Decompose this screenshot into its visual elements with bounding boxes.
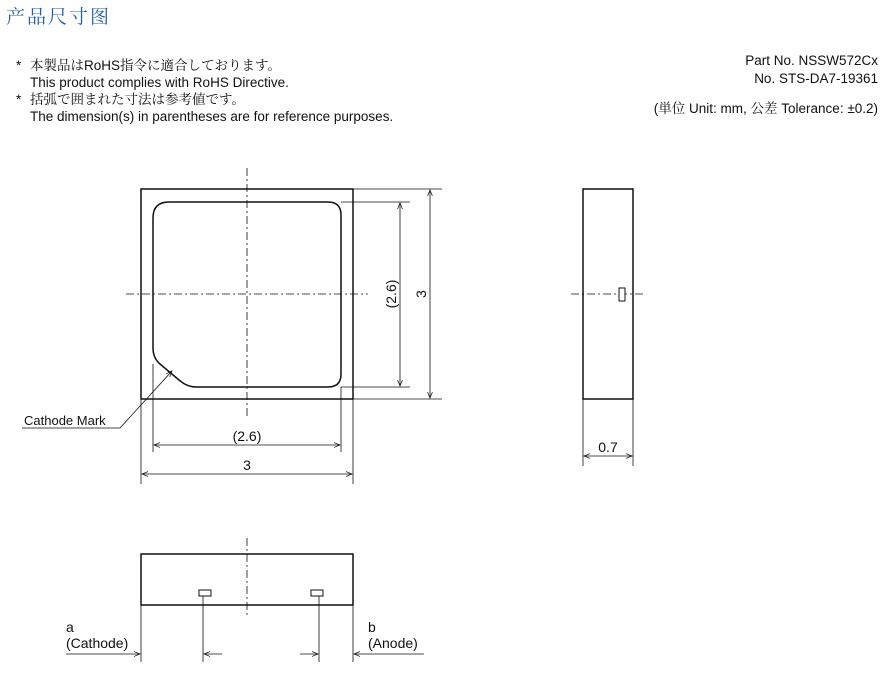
anode-pad: [311, 590, 323, 596]
note-reference-jp: 括弧で囲まれた寸法は参考値です。: [30, 92, 245, 107]
top-view: [22, 168, 442, 484]
note-rohs-jp: 本製品はRoHS指令に適合しております。: [30, 58, 281, 73]
terminal-a-label: a: [66, 619, 74, 635]
note-bullet: *: [16, 92, 22, 107]
drawing-title: 产品尺寸图: [6, 6, 112, 28]
note-reference-en: The dimension(s) in parentheses are for reference purposes.: [30, 109, 394, 124]
side-view: [571, 189, 646, 466]
anode-label: (Anode): [368, 635, 418, 651]
cathode-label: (Cathode): [66, 635, 129, 651]
side-terminal: [619, 288, 625, 301]
part-number: Part No. NSSW572Cx: [745, 53, 878, 68]
dim-outer-height: 3: [413, 290, 429, 298]
emitting-area-outline: [153, 202, 341, 387]
dim-thickness: 0.7: [598, 439, 618, 455]
unit-tolerance-note: (単位 Unit: mm, 公差 Tolerance: ±0.2): [653, 101, 878, 116]
cathode-pad: [199, 590, 211, 596]
dim-inner-height: (2.6): [383, 279, 399, 309]
cathode-mark-label: Cathode Mark: [24, 413, 106, 428]
dim-outer-width: 3: [243, 457, 251, 473]
document-number: No. STS-DA7-19361: [754, 71, 878, 86]
dim-inner-width: (2.6): [232, 428, 262, 444]
terminal-b-label: b: [368, 619, 376, 635]
bottom-view: [66, 538, 424, 662]
note-rohs-en: This product complies with RoHS Directive.: [30, 75, 289, 90]
note-bullet: *: [16, 58, 22, 73]
